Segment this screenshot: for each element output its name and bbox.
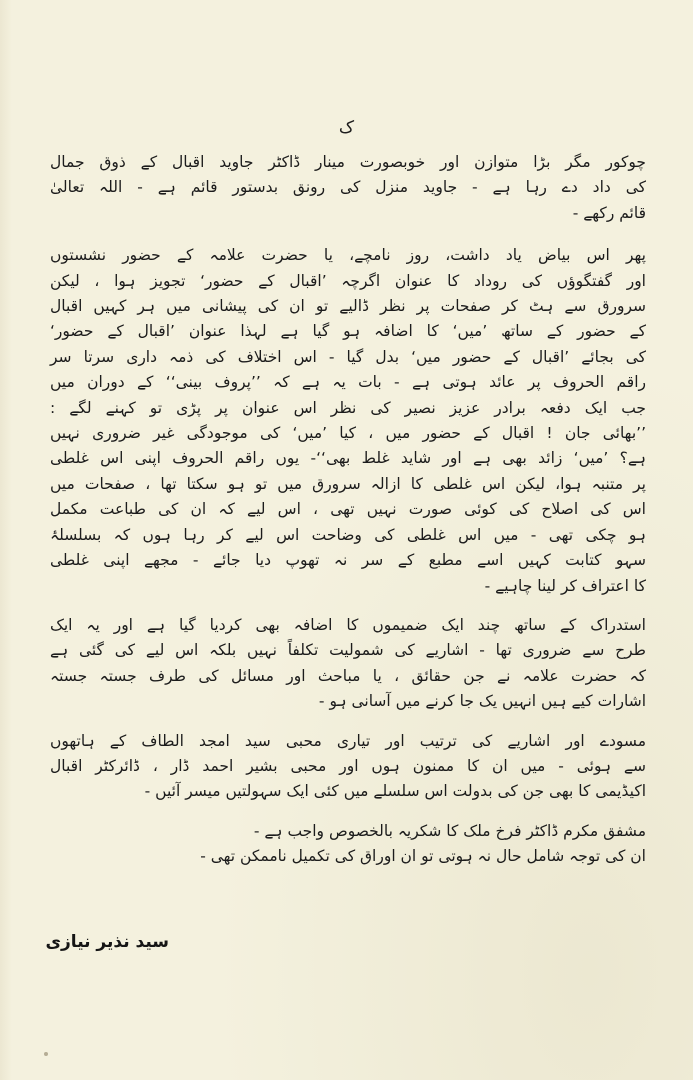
text-line: مشفق مکرم ڈاکٹر فرخ ملک کا شکریہ بالخصوص واجب ہے - (253, 821, 646, 840)
text-line: استدراک کے ساتھ چند ایک ضمیموں کا اضافہ بھی کردیا گیا ہے اور یہ ایک (50, 615, 646, 634)
paragraph-3 (50, 613, 646, 715)
text-line: ہے؟ ’میں‘ زائد بھی ہے اور شاید غلط بھی‘‘- یوں راقم الحروف اپنی اس غلطی (50, 449, 646, 468)
paragraph-1 (50, 150, 646, 226)
paragraph-5 (50, 819, 646, 870)
text-line: اشارات کیے ہیں انہیں یک جا کرنے میں آسانی ہو - (318, 692, 646, 711)
text-line: طرح سے ضروری تھا - اشاریے کی شمولیت تکلفاً نہیں بلکہ اس لیے کی گئی ہے (50, 641, 646, 660)
text-line: اس کی اصلاح کی کوئی صورت نہیں تھی ، اس لیے کہ ان کی طباعت مکمل (50, 500, 646, 519)
text-line: سے ہوئی - میں ان کا ممنون ہوں اور محبی بشیر احمد ڈار ، ڈائرکٹر اقبال (50, 756, 646, 775)
text-line: کے حضور کے ساتھ ’میں‘ کا اضافہ ہو گیا ہے لہذا عنوان ’اقبال کے حضور‘ (50, 322, 646, 341)
text-line: چوکور مگر بڑا متوازن اور خوبصورت مینار ڈاکٹر جاوید اقبال کے ذوق جمال (50, 153, 646, 171)
text-line: کی داد دے رہا ہے - جاوید منزل کی رونق بدستور قائم ہے - اللہ تعالیٰ (50, 178, 646, 197)
paragraph-4 (50, 729, 646, 805)
paper-speck (44, 1052, 48, 1056)
text-line: پر متنبہ ہوا، لیکن اس غلطی کا ازالہ سرورق میں تو ہو سکتا تھا ، صفحات میں (50, 474, 646, 493)
text-line: سرورق سے ہٹ کر صفحات پر نظر ڈالیے تو ان کی پیشانی میں ہر کہیں اقبال (50, 297, 646, 316)
text-line: سہو کتابت کہیں اسے مطبع کے سر نہ تھوپ دیا جائے - مجھے اپنی غلطی (50, 551, 646, 570)
page-marker: ک (338, 118, 355, 138)
text-line: جب ایک دفعہ برادر عزیز نصیر کی نظر اس عنوان پر پڑی تو کہنے لگے : (50, 398, 646, 417)
text-line: کہ حضرت علامہ نے جن حقائق ، یا مباحث اور مسائل کی طرف جستہ جستہ (50, 666, 646, 685)
body-text (50, 150, 646, 870)
text-line: کا اعتراف کر لینا چاہیے - (484, 576, 646, 595)
paragraph-2 (50, 243, 646, 599)
text-line: ’’بھائی جان ! اقبال کے حضور میں ، کیا ’میں‘ کی موجودگی غیر ضروری نہیں (50, 424, 646, 443)
text-line: ہو چکی تھی - میں اس غلطی کی وضاحت اس لیے کر رہا ہوں کہ بسلسلۂ (50, 525, 646, 544)
author-signature: سید نذیر نیازی (45, 932, 169, 952)
text-line: مسودے اور اشاریے کی ترتیب اور تیاری محبی سید امجد الطاف کے ہاتھوں (50, 731, 646, 750)
text-line: قائم رکھے - (572, 203, 646, 222)
text-line: ان کی توجہ شامل حال نہ ہوتی تو ان اوراق کی تکمیل ناممکن تھی - (200, 847, 646, 866)
text-line: اور گفتگوؤں کی روداد کا عنوان اگرچہ ’اقبال کے حضور‘ تجویز ہوا ، لیکن (50, 271, 646, 290)
text-line: پھر اس بیاض یاد داشت، روز نامچے، یا حضرت علامہ کے حضور نشستوں (50, 246, 646, 265)
text-line: راقم الحروف پر عائد ہوتی ہے - بات یہ ہے کہ ’’پروف بینی‘‘ کے دوران میں (50, 373, 646, 392)
text-line: اکیڈیمی کا بھی جن کی بدولت اس سلسلے میں کئی ایک سہولتیں میسر آئیں - (144, 782, 646, 801)
text-line: کی بجائے ’اقبال کے حضور میں‘ بدل گیا - اس اختلاف کی ذمہ داری سرتا سر (50, 347, 646, 366)
